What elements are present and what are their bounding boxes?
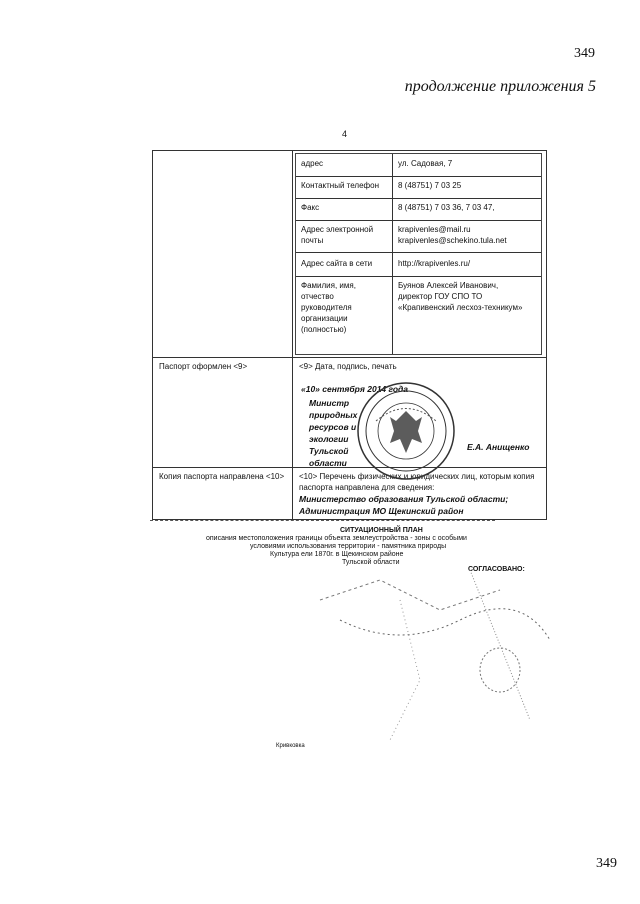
place-label: Кривковка	[276, 743, 305, 749]
passport-label: Паспорт оформлен <9>	[159, 362, 248, 371]
passport-signer-name: Е.А. Анищенко	[467, 442, 530, 452]
contacts-table	[295, 153, 542, 355]
contact-label: Контактный телефон	[301, 181, 379, 190]
contact-label: Адрес сайта в сети	[301, 259, 373, 268]
contacts-row-divider	[296, 276, 541, 277]
inner-page-number: 4	[342, 129, 348, 139]
contact-label: Фамилия, имя, отчество руководителя организации (полностью)	[301, 281, 356, 334]
contacts-row-divider	[296, 198, 541, 199]
passport-signatory: Министр природных ресурсов и экологии Тульской области	[309, 398, 358, 468]
plan-line: Культура ели 1870г. в Щекинском районе	[270, 551, 404, 558]
contact-value: 8 (48751) 7 03 25	[398, 181, 462, 190]
passport-value: <9> Дата, подпись, печать	[299, 362, 397, 371]
page-number-top: 349	[574, 46, 595, 61]
contact-value: ул. Садовая, 7	[398, 159, 453, 168]
contact-value: Буянов Алексей Иванович, директор ГОУ СПО ТО «Крапивенский лесхоз-техникум»	[398, 281, 523, 312]
column-divider	[292, 151, 293, 519]
page-number-bottom: 349	[596, 856, 617, 871]
contact-value: 8 (48751) 7 03 36, 7 03 47,	[398, 203, 495, 212]
contacts-column-divider	[392, 154, 393, 354]
situation-map-icon	[300, 560, 560, 780]
copy-recipients: Министерство образования Тульской области; Администрация МО Щекинский район	[299, 494, 509, 516]
plan-line: условиями использования территории - памятника природы	[250, 543, 447, 550]
contact-label: Факс	[301, 203, 320, 212]
contact-value: http://krapivenles.ru/	[398, 259, 471, 268]
passport-date: «10» сентября 2014 года	[301, 384, 409, 394]
agreed-label: СОГЛАСОВАНО:	[468, 566, 525, 573]
contacts-row-divider	[296, 176, 541, 177]
plan-title: СИТУАЦИОННЫЙ ПЛАН	[340, 527, 423, 534]
contact-label: Адрес электронной почты	[301, 225, 374, 245]
plan-line: описания местоположения границы объекта землеустройства - зоны с особыми	[206, 535, 467, 542]
official-seal-icon	[356, 381, 456, 481]
copy-label: Копия паспорта направлена <10>	[159, 472, 285, 481]
contacts-row-divider	[296, 220, 541, 221]
plan-line: Тульской области	[342, 559, 400, 566]
row-divider	[153, 357, 546, 358]
contacts-row-divider	[296, 252, 541, 253]
copy-value: <10> Перечень физических и юридических лиц, которым копия паспорта направлена для сведения:	[299, 472, 535, 492]
appendix-subtitle: продолжение приложения 5	[404, 78, 596, 95]
contact-label: адрес	[301, 159, 324, 168]
section-divider	[150, 520, 495, 521]
contact-value: krapivenles@mail.ru krapivenles@schekino.tula.net	[398, 225, 507, 245]
